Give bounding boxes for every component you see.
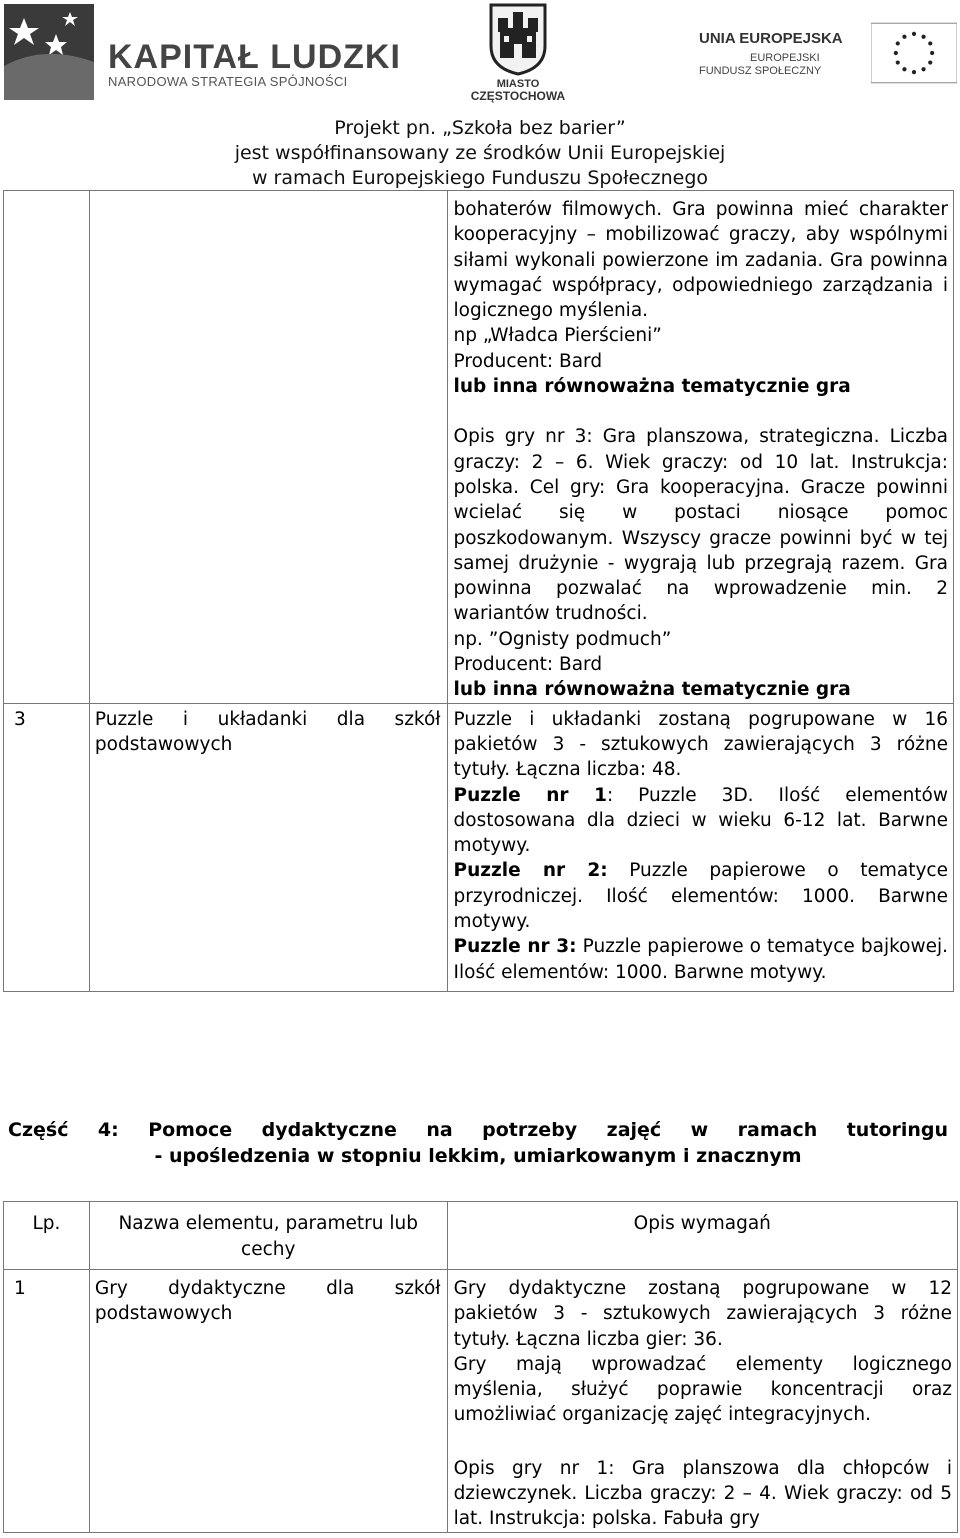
table-header-row	[4, 1202, 958, 1270]
header-name: Nazwa elementu, parametru lub cechy	[89, 1202, 447, 1270]
puzzle-1	[454, 783, 948, 859]
game3-description: Opis gry nr 3: Gra planszowa, strategiczna. Liczba graczy: 2 – 6. Wiek graczy: od 10 lat. Instrukcja: polska. Cel gry: Gra kooperacyjna. Gracze powinni wcielać się w postaci niosące pomoc poszkodowanym. Wszyscy gracze powinni być w tej samej drużynie - wygrają lub przegrają razem. Gra powinna pozwalać na wprowadzenie min. 2 wariantów trudności.	[453, 426, 948, 625]
eu-logo-sub2: FUNDUSZ SPOŁECZNY	[699, 65, 822, 77]
puzzle-2-label: Puzzle nr 2:	[453, 860, 608, 882]
section-4-title-line1: Część 4: Pomoce dydaktyczne na potrzeby zajęć w ramach tutoringu	[8, 1119, 948, 1141]
project-header-line: jest współfinansowany ze środków Unii Europejskiej	[234, 142, 726, 164]
city-logo-line2: CZĘSTOCHOWA	[470, 89, 566, 103]
name-cell	[89, 191, 447, 704]
header-lp: Lp.	[4, 1202, 90, 1270]
table-row	[4, 703, 954, 991]
section-4-table	[3, 1201, 958, 1533]
spacer	[454, 399, 948, 424]
game2-alternative-note: lub inna równoważna tematycznie gra	[453, 376, 851, 398]
game3-producer: Producent: Bard	[453, 654, 603, 676]
eu-flag-icon	[871, 22, 957, 84]
project-header-line: Projekt pn. „Szkoła bez barier”	[334, 117, 626, 139]
section-4-title-line2: - upośledzenia w stopniu lekkim, umiarkowanym i znacznym	[154, 1145, 802, 1167]
game1-description: Opis gry nr 1: Gra planszowa dla chłopców i dziewczynek. Liczba graczy: 2 – 4. Wiek graczy: od 5 lat. Instrukcja: polska. Fabuła gry	[453, 1457, 952, 1530]
puzzle-1-text: : Puzzle 3D. Ilość elementów dostosowana dla dzieci w wieku 6-12 lat. Barwne motywy.	[453, 784, 948, 857]
puzzle-3	[454, 934, 948, 985]
name-cell: Puzzle i układanki dla szkół podstawowych	[89, 703, 447, 991]
eu-logo	[695, 22, 957, 92]
game3-alternative-note: lub inna równoważna tematycznie gra	[453, 679, 851, 701]
project-header	[0, 116, 960, 191]
kapital-ludzki-subtitle: NARODOWA STRATEGIA SPÓJNOŚCI	[108, 74, 348, 89]
header-description: Opis wymagań	[447, 1202, 957, 1270]
requirements-table-continued	[3, 190, 954, 992]
table-row	[4, 191, 954, 704]
kapital-ludzki-logo	[4, 4, 401, 104]
kapital-ludzki-mark-icon	[4, 4, 94, 100]
project-header-line: w ramach Europejskiego Funduszu Społecznego	[251, 167, 709, 189]
puzzle-2	[454, 858, 948, 934]
puzzle-3-label: Puzzle nr 3:	[453, 936, 577, 958]
game2-example: np „Władca Pierścieni”	[453, 325, 662, 347]
lp-cell	[4, 191, 90, 704]
kapital-ludzki-title: KAPITAŁ LUDZKI	[108, 38, 401, 76]
spacer	[454, 1428, 952, 1456]
lp-cell: 1	[4, 1270, 90, 1533]
puzzle-intro: Puzzle i układanki zostaną pogrupowane w 16 pakietów 3 - sztukowych zawierających 3 różne tytuły. Łączna liczba: 48.	[453, 708, 948, 781]
description-cell	[447, 1270, 957, 1533]
city-logo-line1: MIASTO	[496, 78, 540, 90]
game2-producer: Producent: Bard	[453, 350, 603, 372]
game2-description-end: bohaterów filmowych. Gra powinna mieć charakter kooperacyjny – mobilizować graczy, aby wspólnymi siłami wykonali powierzone im zadania. Gra powinna wymagać współpracy, odpowiedniego zarządzania i logicznego myślenia.	[453, 199, 948, 322]
puzzle-2-text: Puzzle papierowe o tematyce przyrodniczej. Ilość elementów: 1000. Barwne motywy.	[453, 860, 948, 933]
eu-logo-sub1: EUROPEJSKI	[750, 52, 820, 64]
description-cell	[447, 191, 953, 704]
table-row	[4, 1270, 958, 1533]
puzzle-3-text: Puzzle papierowe o tematyce bajkowej. Ilość elementów: 1000. Barwne motywy.	[453, 936, 948, 983]
lp-cell: 3	[4, 703, 90, 991]
eu-logo-title: UNIA EUROPEJSKA	[699, 30, 843, 47]
czestochowa-logo	[466, 2, 570, 108]
games-purpose: Gry mają wprowadzać elementy logicznego myślenia, służyć poprawie koncentracji oraz umożliwiać organizację zajęć integracyjnych.	[453, 1353, 952, 1426]
name-cell: Gry dydaktyczne dla szkół podstawowych	[89, 1270, 447, 1533]
puzzle-1-label: Puzzle nr 1	[453, 784, 607, 806]
city-crest-icon	[488, 2, 548, 76]
games-intro: Gry dydaktyczne zostaną pogrupowane w 12 pakietów 3 - sztukowych zawierających 3 różne tytuły. Łączna liczba gier: 36.	[453, 1278, 952, 1350]
section-4-title	[8, 1117, 948, 1169]
description-cell	[447, 703, 953, 991]
game3-example: np. ”Ognisty podmuch”	[453, 628, 672, 650]
